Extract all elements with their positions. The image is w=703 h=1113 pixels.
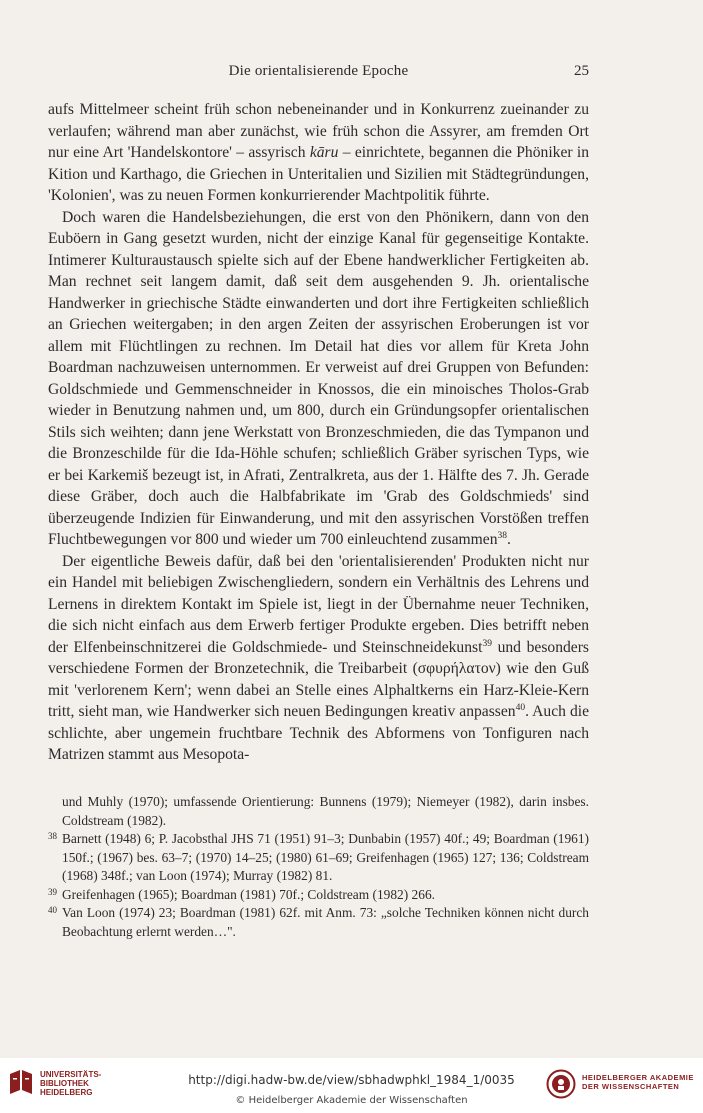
running-header bbox=[48, 63, 589, 83]
academy-seal-icon[interactable] bbox=[546, 1069, 576, 1099]
footnote-continuation: und Muhly (1970); umfassende Orientierung: Bunnens (1979); Niemeyer (1982), darin insbes. Coldstream (1982). bbox=[62, 794, 589, 828]
page-number: 25 bbox=[574, 63, 589, 79]
footnote-40 bbox=[48, 904, 589, 941]
paragraph-3: Der eigentliche Beweis dafür, daß bei den 'orientalisierenden' Produkten nicht nur ein Handel mit beliebigen Zwischengliedern, sondern ein Verhältnis des Lehrens und Lernens in direktem Kontakt im Spiele ist, liegt in der Übernahme neuer Techniken, die sich nicht einfach aus dem Erwerb fertiger Produkte ergeben. Dies betrifft neben der Elfenbeinschnitzerei die Goldschmiede- und Steinschneidekunst$^{39}$ und besonders verschiedene Formen der Bronzetechnik, die Treibarbeit (σφυρήλατον) wie den Guß mit 'verlorenem Kern'; wenn dabei an Stelle eines Alphaltkerns ein Harz-Kleie-Kern tritt, sieht man, wie Handwerker sich neuen Bedingungen kreativ anpassen$^{40}$. Auch die schlichte, aber ungemein fruchtbare Technik des Abformens von Tonfiguren nach Matrizen stammt aus Mesopota- bbox=[48, 552, 589, 763]
academy-name: HEIDELBERGER AKADEMIE DER WISSENSCHAFTEN bbox=[582, 1073, 694, 1091]
university-library-name: UNIVERSITÄTS- BIBLIOTHEK HEIDELBERG bbox=[40, 1070, 102, 1097]
footnote-text: Greifenhagen (1965); Boardman (1981) 70f.; Coldstream (1982) 266. bbox=[62, 886, 435, 902]
paragraph-1: aufs Mittelmeer scheint früh schon nebeneinander und in Konkurrenz zueinander zu verlaufen; während man aber zunächst, wie früh schon die Assyrer, am fremden Ort nur eine Art 'Handelskontore' – assyrisch kāru – einrichtete, begannen die Phöniker in Kition und Karthago, die Griechen in Unteritalien und Sizilien mit Städtegründungen, 'Kolonien', was zu neuen Formen konkurrierender Machtpolitik führte. bbox=[48, 101, 590, 204]
footnote-ref-40[interactable]: 40 bbox=[515, 703, 526, 713]
running-title: Die orientalisierende Epoche bbox=[228, 63, 409, 79]
permalink[interactable]: http://digi.hadw-bw.de/view/sbhadwphkl_1984_1/0035 bbox=[188, 1073, 515, 1087]
footnote-ref-38[interactable]: 38 bbox=[497, 531, 508, 541]
viewer-footer bbox=[0, 1058, 703, 1113]
footnote-39 bbox=[48, 886, 589, 905]
italic-term: kāru bbox=[309, 144, 339, 161]
main-text bbox=[48, 99, 589, 766]
footnote-ref-39[interactable]: 39 bbox=[482, 638, 492, 649]
paragraph-2: Doch waren die Handelsbeziehungen, die erst von den Phönikern, dann von den Euböern in Gang gesetzt wurden, nicht der einzige Kanal für gegenseitige Kontakte. Intimerer Kulturaustausch spielte sich auf der Ebene handwerklicher Fertigkeiten ab. Man rechnet seit langem damit, daß seit dem ausgehenden 9. Jh. orientalische Handwerker in griechische Städte einwanderten und dort ihre Fertigkeiten schließlich an Griechen weitergaben; in den argen Zeiten der assyrischen Eroberungen ist vor allem mit Flüchtlingen zu rechnen. Im Detail hat dies vor allem für Kreta John Boardman nachzuweisen unternommen. Er verweist auf drei Gruppen von Befunden: Goldschmiede und Gemmenschneider in Knossos, die ein minoisches Tholos-Grab wieder in Benutzung nahmen und, um 800, durch ein Gründungsopfer orientalischen Stils sich weihten; dann jene Werkstatt von Bronzeschmieden, die das Tympanon und die Bronzeschilde für die Ida-Höhle schufen; schließlich Gräber syrischen Typs, wie er bei Karkemiš bezeugt ist, in Afrati, Zentralkreta, aus der 1. Hälfte des 7. Jh. Gerade diese Gräber, doch auch die Halbfabrikate im 'Grab des Goldschmieds' sind überzeugende Indizien für Einwanderung, und mit den assyrischen Vorstößen treffen Fluchtbewegungen vor 800 und wieder um 700 einleuchtend zusammen$^{38}$. bbox=[48, 208, 589, 548]
footnote-38 bbox=[48, 830, 589, 886]
footnote-number: 39 bbox=[48, 886, 57, 897]
footnote-text: Van Loon (1974) 23; Boardman (1981) 62f. mit Anm. 73: „solche Techniken können nicht durch Beobachtung erlernt werden…". bbox=[62, 905, 589, 939]
copyright-notice: © Heidelberger Akademie der Wissenschaften bbox=[235, 1095, 468, 1106]
footnote-number: 40 bbox=[48, 905, 57, 915]
footnote-number: 38 bbox=[48, 831, 57, 841]
footnote-text: Barnett (1948) 6; P. Jacobsthal JHS 71 (1951) 91–3; Dunbabin (1957) 40f.; 49; Boardman (1961) 150f.; (1967) bes. 63–7; (1970) 14–25; (1980) 61–69; Greifenhagen (1965) 127; 136; Coldstream (1968) 348f.; van Loon (1974); Murray (1982) 81. bbox=[62, 831, 589, 883]
footnotes bbox=[48, 793, 589, 941]
